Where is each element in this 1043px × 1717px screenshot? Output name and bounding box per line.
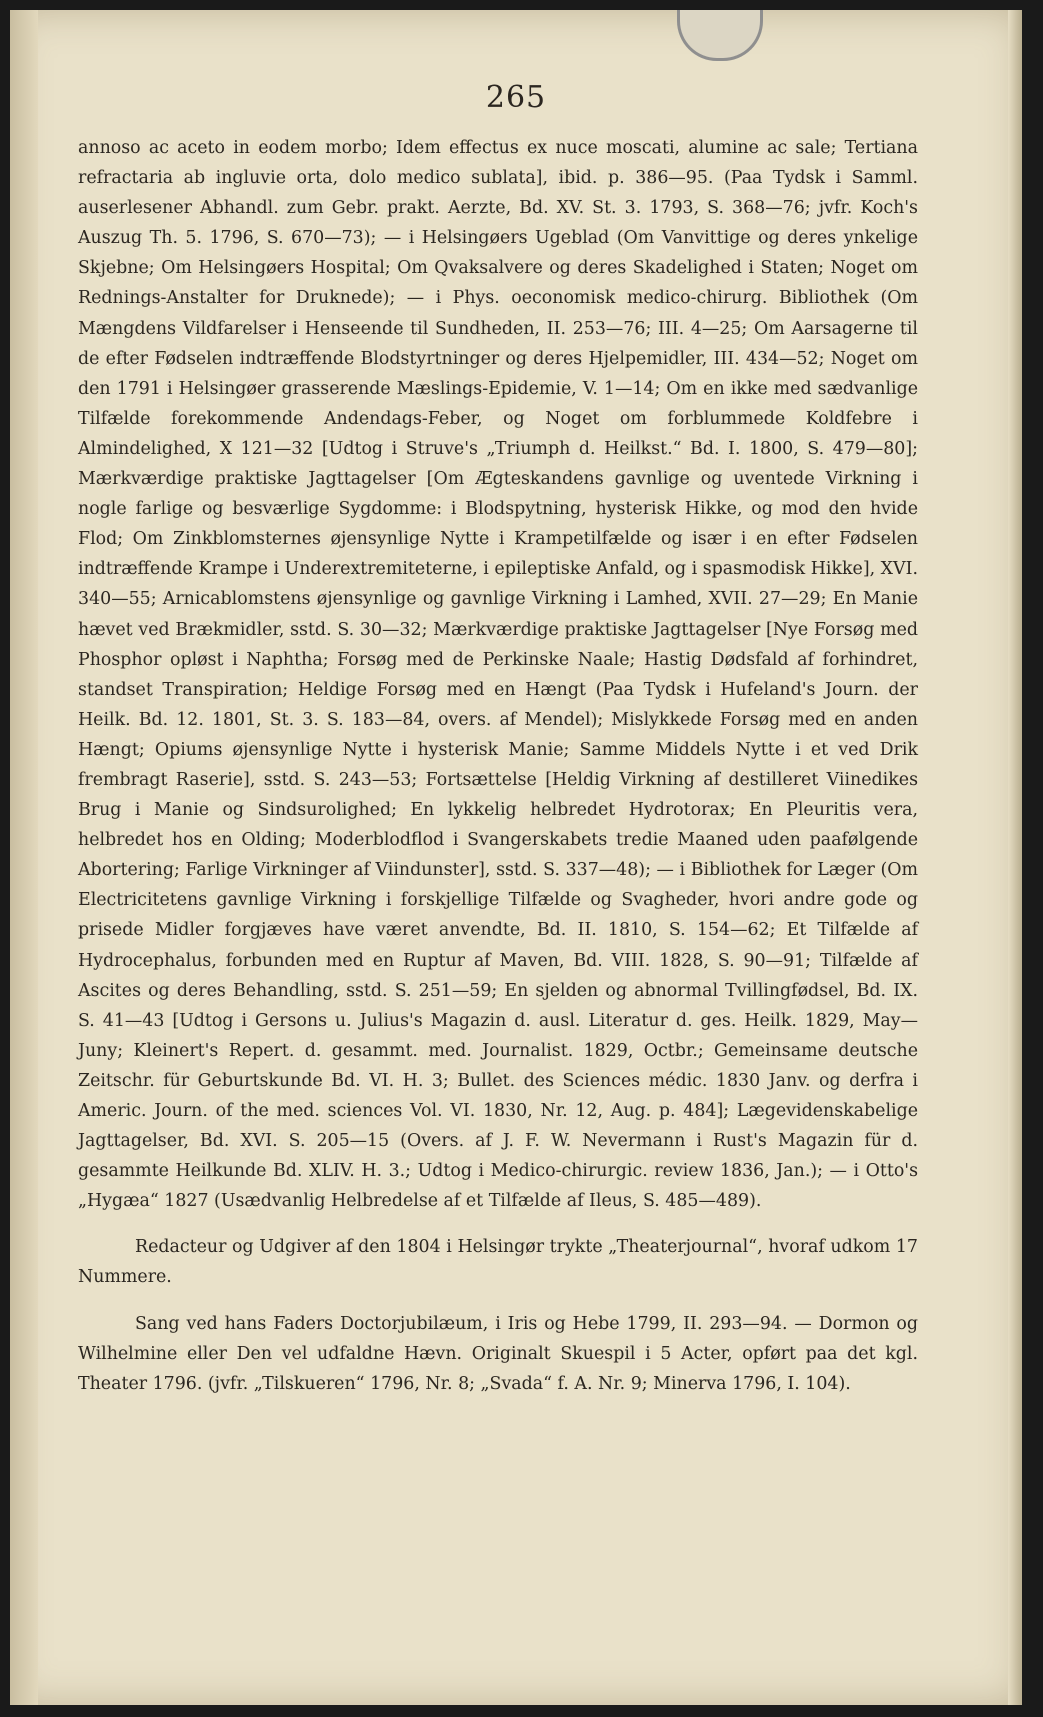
page-gutter-shadow — [10, 10, 38, 1705]
page-body — [78, 133, 918, 1399]
page-edge-shadow — [1008, 10, 1022, 1705]
paragraph-editor: Redacteur og Udgiver af den 1804 i Helsingør trykte „Theaterjournal“, hvoraf udkom 17 Nummere. — [78, 1237, 918, 1288]
paragraph-works: Sang ved hans Faders Doctorjubilæum, i Iris og Hebe 1799, II. 293—94. — Dormon og Wilhelmine eller Den vel udfaldne Hævn. Originalt Skuespil i 5 Acter, opført paa det kgl. Theater 1796. (jvfr. „Tilskueren“ 1796, Nr. 8; „Svada“ f. A. Nr. 9; Minerva 1796, I. 104). — [78, 1313, 918, 1394]
book-page — [10, 10, 1022, 1705]
page-number: 265 — [485, 80, 547, 115]
page-tab-marker — [677, 10, 763, 61]
paragraph-continued: annoso ac aceto in eodem morbo; Idem effectus ex nuce moscati, alumine ac sale; Tertiana refractaria ab ingluvie orta, dolo medico sublata], ibid. p. 386—95. (Paa Tydsk i Samml. auserlesener Abhandl. zum Gebr. prakt. Aerzte, Bd. XV. St. 3. 1793, S. 368—76; jvfr. Koch's Auszug Th. 5. 1796, S. 670—73); — i Helsingøers Ugeblad (Om Vanvittige og deres ynkelige Skjebne; Om Helsingøers Hospital; Om Qvaksalvere og deres Skadelighed i Staten; Noget om Rednings-Anstalter for Druknede); — i Phys. oeconomisk medico-chirurg. Bibliothek (Om Mængdens Vildfarelser i Henseende til Sundheden, II. 253—76; III. 4—25; Om Aarsagerne til de efter Fødselen indtræffende Blodstyrtninger og deres Hjelpemidler, III. 434—52; Noget om den 1791 i Helsingøer grasserende Mæslings-Epidemie, V. 1—14; Om en ikke med sædvanlige Tilfælde forekommende Andendags-Feber, og Noget om forblummede Koldfebre i Almindelighed, X 121—32 [Udtog i Struve's „Triumph d. Heilkst.“ Bd. I. 1800, S. 479—80]; Mærkværdige praktiske Jagttagelser [Om Ægteskandens gavnlige og uventede Virkning i nogle farlige og besværlige Sygdomme: i Blodspytning, hysterisk Hikke, og mod den hvide Flod; Om Zinkblomsternes øjensynlige Nytte i Krampetilfælde og især i en efter Fødselen indtræffende Krampe i Underextremiteterne, i epileptiske Anfald, og i spasmodisk Hikke], XVI. 340—55; Arnicablomstens øjensynlige og gavnlige Virkning i Lamhed, XVII. 27—29; En Manie hævet ved Brækmidler, sstd. S. 30—32; Mærkværdige praktiske Jagttagelser [Nye Forsøg med Phosphor opløst i Naphtha; Forsøg med de Perkinske Naale; Hastig Dødsfald af forhindret, standset Transpiration; Heldige Forsøg med en Hængt (Paa Tydsk i Hufeland's Journ. der Heilk. Bd. 12. 1801, St. 3. S. 183—84, overs. af Mendel); Mislykkede Forsøg med en anden Hængt; Opiums øjensynlige Nytte i hysterisk Manie; Samme Middels Nytte i et ved Drik frembragt Raserie], sstd. S. 243—53; Fortsættelse [Heldig Virkning af destilleret Viinedikes Brug i Manie og Sindsurolighed; En lykkelig helbredet Hydrotorax; En Pleuritis vera, helbredet hos en Olding; Moderblodflod i Svangerskabets tredie Maaned uden paafølgende Abortering; Farlige Virkninger af Viindunster], sstd. S. 337—48); — i Bibliothek for Læger (Om Electricitetens gavnlige Virkning i forskjellige Tilfælde og Svagheder, hvori andre gode og prisede Midler forgjæves have været anvendte, Bd. II. 1810, S. 154—62; Et Tilfælde af Hydrocephalus, forbunden med en Ruptur af Maven, Bd. VIII. 1828, S. 90—91; Tilfælde af Ascites og deres Behandling, sstd. S. 251—59; En sjelden og abnormal Tvillingfødsel, Bd. IX. S. 41—43 [Udtog i Gersons u. Julius's Magazin d. ausl. Literatur d. ges. Heilk. 1829, May—Juny; Kleinert's Repert. d. gesammt. med. Journalist. 1829, Octbr.; Gemeinsame deutsche Zeitschr. für Geburtskunde Bd. VI. H. 3; Bullet. des Sciences médic. 1830 Janv. og derfra i Americ. Journ. of the med. sciences Vol. VI. 1830, Nr. 12, Aug. p. 484]; Lægevidenskabelige Jagttagelser, Bd. XVI. S. 205—15 (Overs. af J. F. W. Nevermann i Rust's Magazin für d. gesammte Heilkunde Bd. XLIV. H. 3.; Udtog i Medico-chirurgic. review 1836, Jan.); — i Otto's „Hygæa“ 1827 (Usædvanlig Helbredelse af et Tilfælde af Ileus, S. 485—489). — [78, 138, 919, 1212]
